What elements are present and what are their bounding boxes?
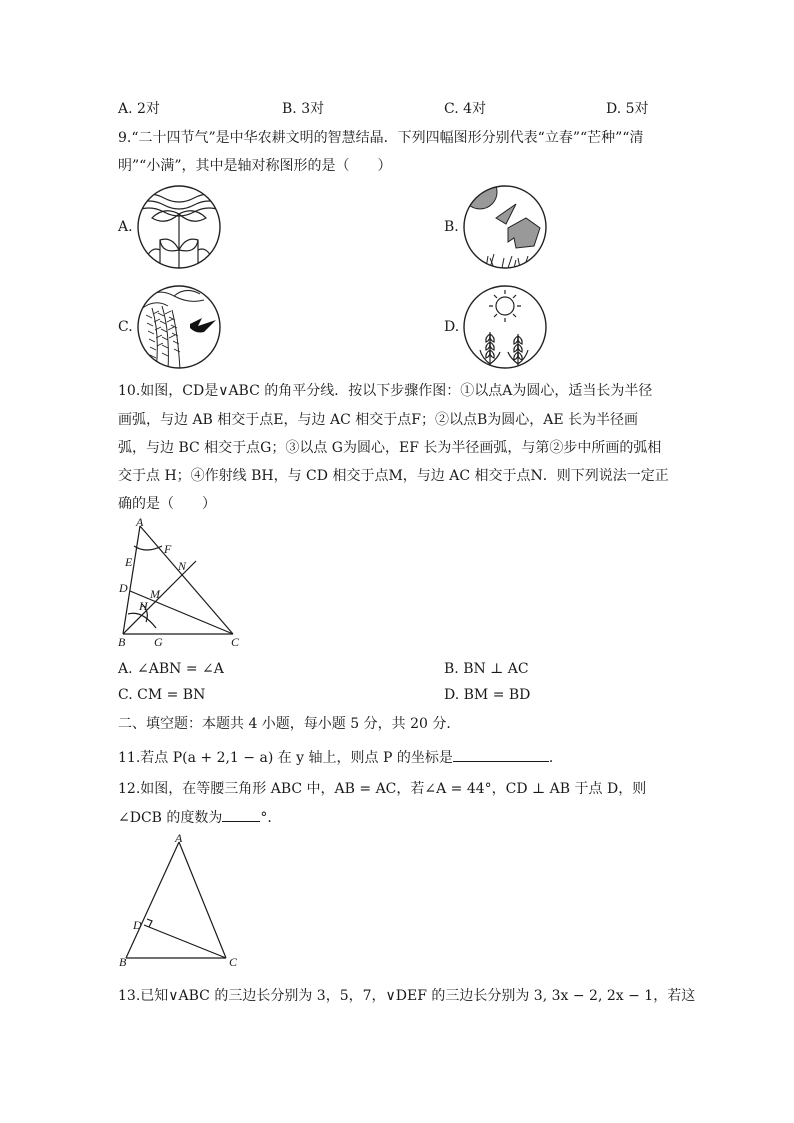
q9-label-d: D. [444, 319, 460, 335]
q12-text-before: ∠DCB 的度数为 [118, 810, 223, 826]
q10-text-line1: 10.如图，CD是∨ABC 的角平分线．按以下步骤作图：①以点A为圆心，适当长为半径 [118, 383, 653, 399]
q12-text-after: °． [260, 810, 282, 826]
label-g: G [154, 635, 163, 649]
q10-text-line5: 确的是（ ） [118, 496, 216, 512]
q10-option-b: B. BN ⊥ AC [444, 661, 529, 677]
label-h: H [139, 599, 148, 613]
label-b: B [118, 635, 126, 649]
solar-term-image-a [134, 184, 224, 270]
solar-term-image-c [134, 284, 224, 370]
label-e: E [125, 555, 133, 569]
solar-term-image-b [460, 184, 550, 270]
q11-text-after: ． [548, 750, 563, 766]
label-f: F [164, 542, 172, 556]
label-c: C [229, 955, 238, 969]
section-heading-fill-in: 二、填空题：本题共 4 小题，每小题 5 分，共 20 分． [118, 716, 461, 732]
segment-ab [123, 526, 140, 634]
segment-ab [126, 842, 179, 958]
q10-option-a: A. ∠ABN = ∠A [118, 661, 224, 677]
q10-text-line4: 交于点 H；④作射线 BH，与 CD 相交于点M，与边 AC 相交于点N．则下列说法一定正 [118, 468, 669, 484]
q8-option-d: D. 5对 [606, 101, 649, 117]
q9-text-line1: 9.“二十四节气”是中华农耕文明的智慧结晶．下列四幅图形分别代表“立春”“芒种”“清 [118, 130, 644, 146]
label-c: C [231, 635, 240, 649]
q10-text-line2: 画弧，与边 AB 相交于点E，与边 AC 相交于点F；②以点B为圆心，AE 长为半径画 [118, 412, 639, 428]
q9-label-c: C. [118, 319, 133, 335]
label-a: A [136, 515, 144, 529]
q12-text-line2 [118, 807, 281, 827]
q8-option-c: C. 4对 [444, 101, 487, 117]
right-angle-mark [147, 919, 152, 927]
segment-ac [179, 842, 226, 958]
label-n: N [178, 559, 187, 573]
q12-answer-blank[interactable] [222, 807, 260, 822]
label-a: A [175, 831, 183, 845]
segment-cd [144, 925, 226, 958]
solar-term-image-d [460, 284, 550, 370]
label-m: M [150, 587, 160, 601]
label-d: D [119, 581, 128, 595]
q11-answer-blank[interactable] [453, 747, 549, 762]
q9-text-line2: 明”“小满”，其中是轴对称图形的是（ ） [118, 158, 392, 174]
q10-option-d: D. BM = BD [444, 687, 531, 703]
q10-text-line3: 弧，与边 BC 相交于点G；③以点 G为圆心，EF 长为半径画弧，与第②步中所画的弧相 [118, 440, 662, 456]
q13-text-line1: 13.已知∨ABC 的三边长分别为 3，5，7，∨DEF 的三边长分别为 3, 3x − 2, 2x − 1，若这 [118, 988, 696, 1004]
segment-ac [140, 526, 233, 634]
q11-text-before: 11.若点 P(a + 2,1 − a) 在 y 轴上，则点 P 的坐标是 [118, 750, 453, 766]
q8-option-a: A. 2对 [118, 101, 160, 117]
q8-option-b: B. 3对 [282, 101, 325, 117]
label-b: B [119, 955, 127, 969]
q10-triangle-figure [116, 516, 246, 650]
q12-triangle-figure [116, 832, 246, 972]
q11-text [118, 747, 563, 767]
q9-label-b: B. [444, 219, 459, 235]
label-d: D [133, 918, 142, 932]
q12-text-line1: 12.如图，在等腰三角形 ABC 中，AB = AC，若∠A = 44°，CD ⊥ AB 于点 D，则 [118, 781, 647, 797]
q10-option-c: C. CM = BN [118, 687, 206, 703]
q9-label-a: A. [118, 219, 133, 235]
arc-hg [128, 613, 156, 628]
